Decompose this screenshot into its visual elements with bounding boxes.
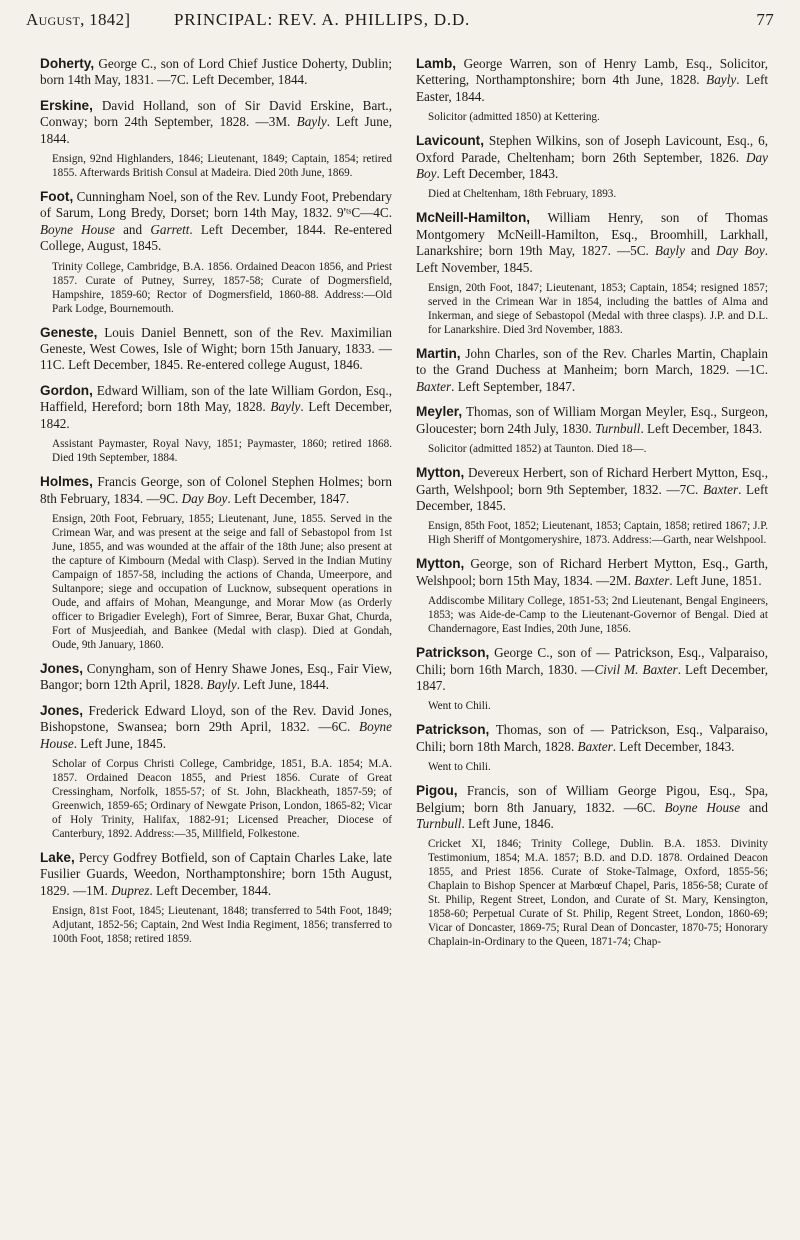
entry-career-note: Ensign, 20th Foot, February, 1855; Lieutenant, June, 1855. Served in the Crimean War, and was present at the seige and fall of Sebastopol from 1st June, 1855, and was wounded at the affair of the 18th June; also present at the capture of Kimbourn (Medal with Clasp). Served in the Indian Mutiny Campaign of 1857-58, including the actions of Chanda, Umeerpore, and Sultanpore; siege and occupation of Lucknow, subsequent operations in Oude, and affairs of Mohan, Meangunge, and Morar Mow (as Orderly officer to Brigadier Evelegh), Fort of Simree, Berar, Buxar Ghat, Churda, Fort of Musjeediah, and Bankee (Medal with clasp). Died at Gondah, Oude, 9th January, 1860. — [52, 512, 392, 651]
register-entry — [40, 325, 392, 374]
entry-surname: Geneste, — [40, 324, 98, 340]
entry-surname: Erskine, — [40, 97, 93, 113]
entry-career-note: Ensign, 92nd Highlanders, 1846; Lieutenant, 1849; Captain, 1854; retired 1855. Afterwards British Consul at Madeira. Died 20th June, 1869. — [52, 153, 392, 180]
entry-main-text — [40, 703, 392, 752]
entry-details: George C., son of — Patrickson, Esq., Valparaiso, Chili; born 16th March, 1830. —Civil M. Baxter. Left December, 1847. — [416, 645, 768, 693]
entry-details: Stephen Wilkins, son of Joseph Lavicount, Esq., 6, Oxford Parade, Cheltenham; born 26th September, 1826. Day Boy. Left December, 1843. — [416, 133, 768, 182]
entry-surname: Patrickson, — [416, 722, 490, 738]
entry-surname: Patrickson, — [416, 645, 490, 661]
entry-surname: McNeill-Hamilton, — [416, 210, 531, 226]
register-entry — [416, 346, 768, 395]
entry-main-text — [416, 133, 768, 182]
entry-details: David Holland, son of Sir David Erskine, Bart., Conway; born 24th September, 1828. —3M. Bayly. Left June, 1844. — [40, 97, 393, 146]
entry-main-text — [40, 383, 392, 432]
entry-surname: Doherty, — [40, 56, 95, 71]
entry-details: Edward William, son of the late William Gordon, Esq., Haffield, Hereford; born 18th May, 1828. Bayly. Left December, 1842. — [40, 382, 392, 431]
register-entry — [416, 783, 768, 949]
register-entry — [40, 703, 392, 841]
entry-details: Frederick Edward Lloyd, son of the Rev. David Jones, Bishopstone, Swansea; born 29th April, 1832. —6C. Boyne House. Left June, 1845. — [40, 702, 392, 751]
register-entry — [40, 98, 392, 180]
entry-surname: Holmes, — [40, 474, 93, 490]
running-header — [26, 10, 774, 36]
entry-career-note: Assistant Paymaster, Royal Navy, 1851; Paymaster, 1860; retired 1868. Died 19th September, 1884. — [52, 438, 392, 465]
entry-details: John Charles, son of the Rev. Charles Martin, Chaplain to the Grand Duchess at Manheim; born March, 1829. —1C. Baxter. Left September, 1847. — [416, 346, 768, 394]
register-entry — [416, 210, 768, 337]
entry-main-text — [40, 189, 392, 255]
register-entry — [416, 133, 768, 201]
entry-details: Francis, son of William George Pigou, Esq., Spa, Belgium; born 8th January, 1832. —6C. Boyne House and Turnbull. Left June, 1846. — [416, 783, 768, 831]
entry-main-text — [40, 661, 392, 694]
entry-career-note: Ensign, 81st Foot, 1845; Lieutenant, 1848; transferred to 54th Foot, 1849; Adjutant, 1852-56; Captain, 2nd West India Regiment, 1856; transferred to 100th Foot, 1858; retired 1859. — [52, 905, 392, 946]
header-date: August, 1842] — [26, 10, 131, 29]
entry-career-note: Ensign, 85th Foot, 1852; Lieutenant, 1853; Captain, 1858; retired 1867; J.P. High Sheriff of Montgomeryshire, 1873. Address:—Garth, near Welshpool. — [428, 520, 768, 547]
register-entry — [40, 474, 392, 652]
entry-main-text — [416, 346, 768, 395]
entry-surname: Martin, — [416, 346, 461, 362]
entry-career-note: Ensign, 20th Foot, 1847; Lieutenant, 1853; Captain, 1854; resigned 1857; served in the Crimean War in 1854, including the battles of Alma and Inkerman, and siege of Sebastopol (Medal with three clasps). J.P. and D.L. for Lanarkshire. Died 3rd November, 1883. — [428, 282, 768, 337]
entry-details: Conyngham, son of Henry Shawe Jones, Esq., Fair View, Bangor; born 12th April, 1828. Bayly. Left June, 1844. — [40, 660, 392, 693]
register-entry — [40, 661, 392, 694]
entry-surname: Jones, — [40, 702, 84, 718]
entry-main-text — [40, 56, 392, 89]
register-entry — [40, 850, 392, 946]
register-entry — [40, 189, 392, 316]
entry-main-text — [416, 404, 768, 437]
entry-career-note: Solicitor (admitted 1850) at Kettering. — [428, 111, 600, 124]
entry-career-note: Scholar of Corpus Christi College, Cambridge, 1851, B.A. 1854; M.A. 1857. Ordained Deacon 1855, and Priest 1856. Curate of Great Cressingham, Norfolk, 1855-57; of St. John, Blackheath, 1857-59; of Greenwich, 1859-65; Ordinary of Newgate Prison, London, 1865-82; Vicar of Holy Trinity, Halifax, 1882-91; Licensed Preacher, Diocese of Canterbury, 1892. Address:—35, Millfield, Folkestone. — [52, 757, 392, 840]
page-number: 77 — [756, 10, 774, 29]
register-entry — [416, 465, 768, 547]
entry-main-text — [416, 556, 768, 589]
entry-career-note: Went to Chili. — [428, 761, 491, 774]
entry-surname: Jones, — [40, 660, 84, 676]
register-entry — [40, 383, 392, 465]
entry-main-text — [416, 465, 768, 514]
entry-surname: Pigou, — [416, 783, 458, 799]
register-entry — [416, 645, 768, 713]
entry-surname: Meyler, — [416, 404, 463, 420]
entry-surname: Lamb, — [416, 56, 457, 71]
register-entry — [40, 56, 392, 89]
entry-main-text — [416, 783, 768, 832]
entry-main-text — [416, 210, 768, 276]
right-column — [416, 56, 768, 958]
entry-details: Cunningham Noel, son of the Rev. Lundy Foot, Prebendary of Sarum, Long Bredy, Dorset; born 14th May, 1832. 9'ᵗˢC—4C. Boyne House and Garrett. Left December, 1844. Re-entered College, August, 1845. — [40, 189, 392, 254]
entry-main-text — [416, 56, 768, 105]
entry-details: George Warren, son of Henry Lamb, Esq., Solicitor, Kettering, Northamptonshire; born 4th June, 1828. Bayly. Left Easter, 1844. — [416, 56, 768, 104]
entry-career-note: Went to Chili. — [428, 700, 491, 713]
entry-surname: Lavicount, — [416, 133, 484, 149]
entry-details: Thomas, son of William Morgan Meyler, Esq., Surgeon, Gloucester; born 24th July, 1830. Turnbull. Left December, 1843. — [416, 404, 768, 436]
entry-details: Thomas, son of — Patrickson, Esq., Valparaiso, Chili; born 18th March, 1828. Baxter. Left December, 1843. — [416, 722, 768, 754]
entry-career-note: Solicitor (admitted 1852) at Taunton. Died 18—. — [428, 443, 647, 456]
entry-details: Devereux Herbert, son of Richard Herbert Mytton, Esq., Garth, Welshpool; born 9th September, 1832. —7C. Baxter. Left December, 1845. — [416, 465, 768, 513]
entry-career-note: Addiscombe Military College, 1851-53; 2nd Lieutenant, Bengal Engineers, 1853; was Aide-de-Camp to the Lieutenant-Governor of Bengal. Died at Chandernagore, East Indies, 20th June, 1856. — [428, 595, 768, 636]
register-entry — [416, 56, 768, 124]
entry-career-note: Died at Cheltenham, 18th February, 1893. — [428, 188, 617, 201]
entry-surname: Foot, — [40, 189, 74, 205]
entry-career-note: Cricket XI, 1846; Trinity College, Dublin. B.A. 1853. Divinity Testimonium, 1854; M.A. 1857; B.D. and D.D. 1878. Ordained Deacon 1855, and Priest 1856. Curate of Stoke-Talmage, Oxford, 1855-56; Chaplain to Bishop Spencer at Marbœuf Chapel, Paris, 1856-58; Curate of St. Philip, Regent Street, London, and Curate of St. Mary, Kensington, 1858-60; Perpetual Curate of St. Philip, Regent Street, London, 1860-69; Vicar of Doncaster, 1869-75; Rural Dean of Doncaster, 1870-75; Honorary Chaplain-in-Ordinary to the Queen, 1871-74; Chap- — [428, 838, 768, 949]
entry-details: Louis Daniel Bennett, son of the Rev. Maximilian Geneste, West Cowes, Isle of Wight; born 15th January, 1833. —11C. Left December, 1845. Re-entered college August, 1846. — [40, 324, 392, 373]
entry-main-text — [416, 722, 768, 755]
entry-surname: Gordon, — [40, 382, 93, 398]
entry-details: Percy Godfrey Botfield, son of Captain Charles Lake, late Fusilier Guards, Weedon, Northamptonshire; born 15th August, 1829. —1M. Duprez. Left December, 1844. — [40, 849, 392, 898]
register-entry — [416, 722, 768, 774]
entry-details: George, son of Richard Herbert Mytton, Esq., Garth, Welshpool; born 15th May, 1834. —2M. Baxter. Left June, 1851. — [416, 556, 768, 588]
entry-surname: Mytton, — [416, 465, 465, 481]
entry-main-text — [40, 325, 392, 374]
entry-main-text — [40, 474, 392, 507]
entry-details: Francis George, son of Colonel Stephen Holmes; born 8th February, 1834. —9C. Day Boy. Left December, 1847. — [40, 474, 392, 506]
entry-details: William Henry, son of Thomas Montgomery McNeill-Hamilton, Esq., Broomhill, Larkhall, Lanarkshire; born 19th May, 1827. —5C. Bayly and Day Boy. Left November, 1845. — [416, 210, 768, 275]
header-title: PRINCIPAL: REV. A. PHILLIPS, D.D. — [174, 10, 471, 29]
register-entry — [416, 404, 768, 456]
entry-surname: Mytton, — [416, 556, 465, 572]
entry-main-text — [416, 645, 768, 694]
entry-main-text — [40, 98, 392, 147]
left-column — [40, 56, 392, 955]
entry-main-text — [40, 850, 392, 899]
entry-details: George C., son of Lord Chief Justice Doherty, Dublin; born 14th May, 1831. —7C. Left December, 1844. — [40, 56, 392, 88]
entry-career-note: Trinity College, Cambridge, B.A. 1856. Ordained Deacon 1856, and Priest 1857. Curate of Putney, Surrey, 1857-58; Curate of Dogmersfield, Hampshire, 1859-60; Rector of Dogmersfield, 1860-88. Address:—Old Park Lodge, Bournemouth. — [52, 260, 392, 315]
register-entry — [416, 556, 768, 636]
entry-surname: Lake, — [40, 849, 75, 865]
